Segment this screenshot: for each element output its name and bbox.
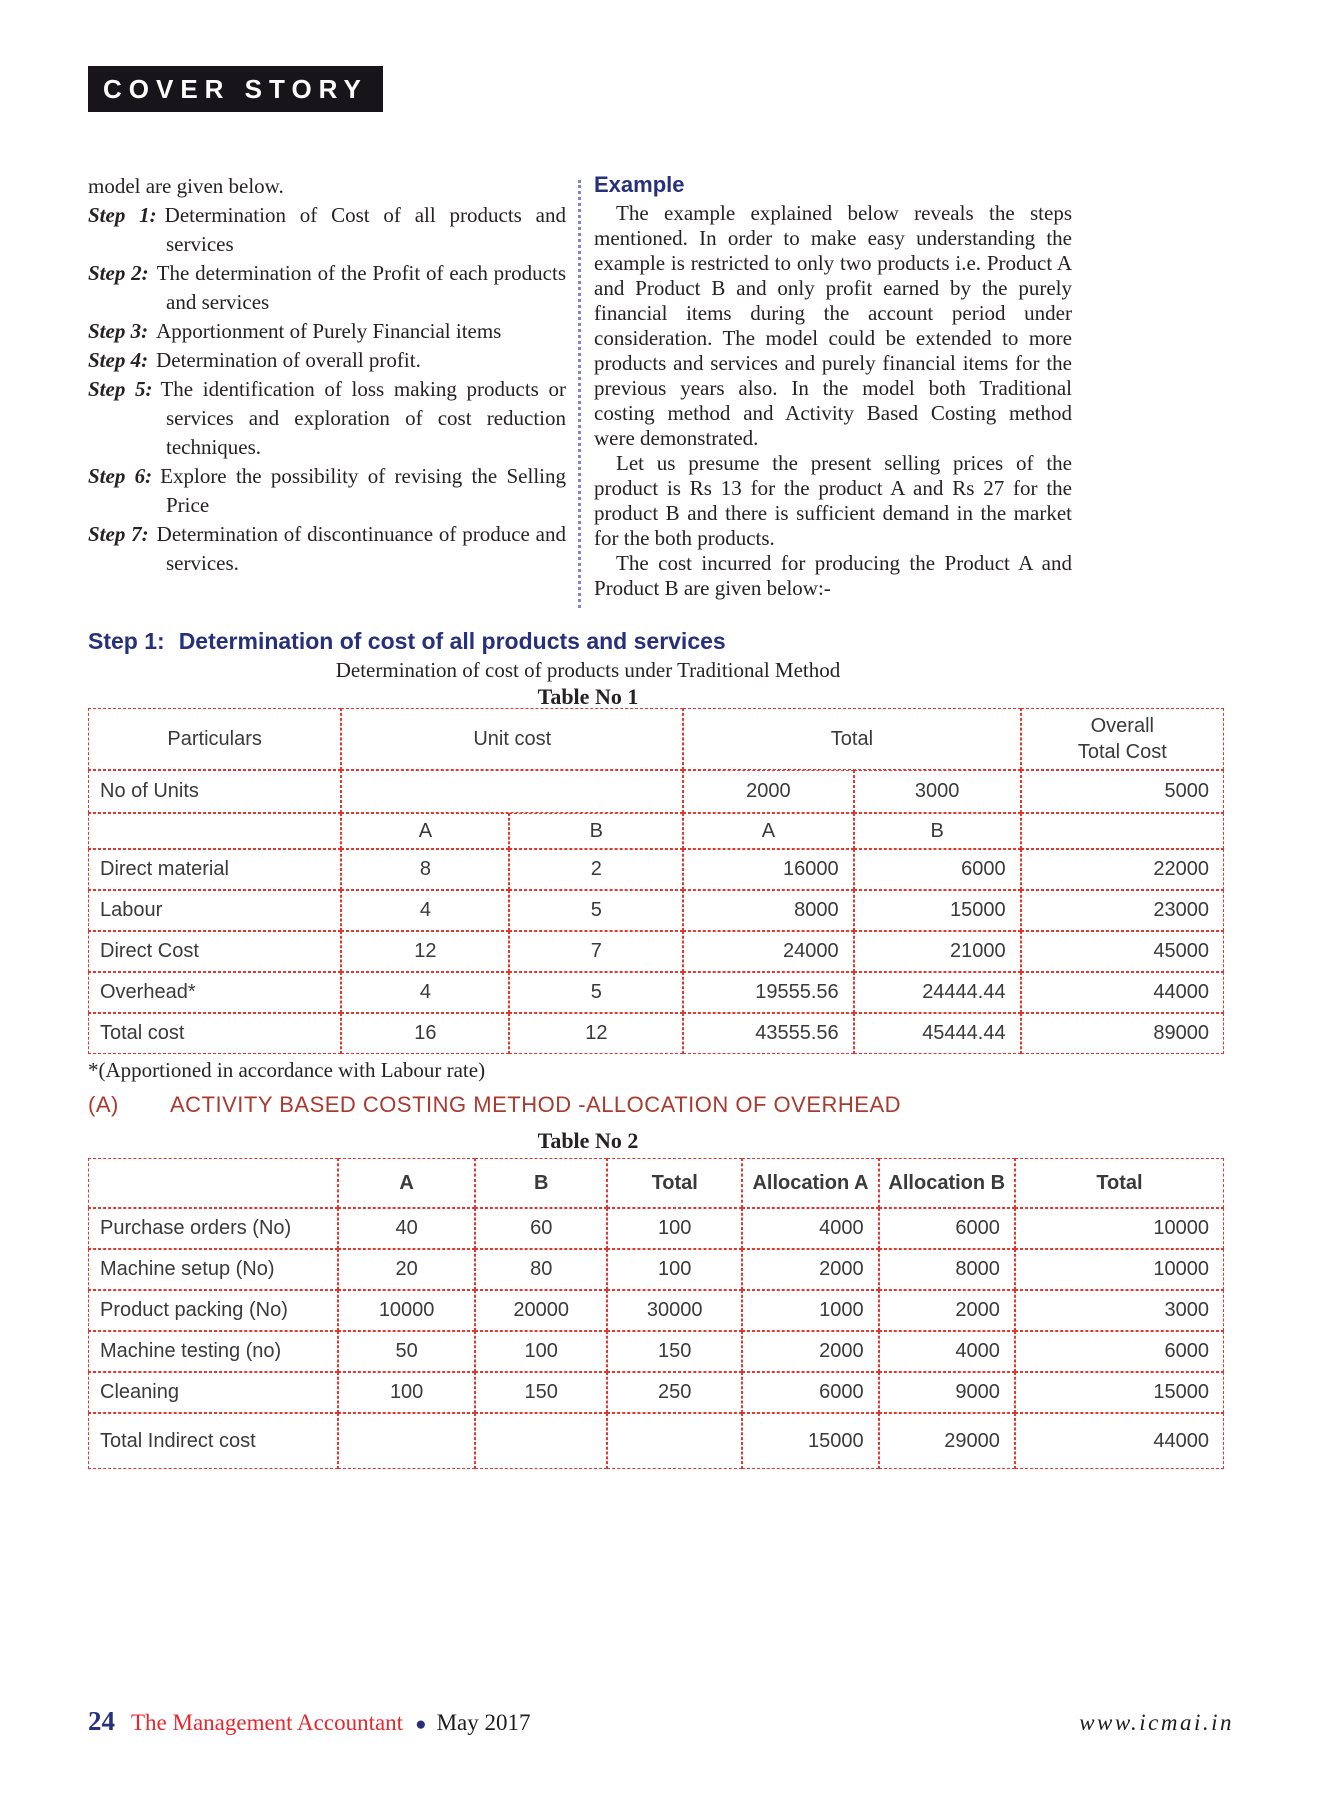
- step1-section-heading: [88, 628, 726, 655]
- table-cell: 10000: [338, 1290, 475, 1331]
- table-cell: 7: [509, 931, 683, 972]
- table-cell: 4000: [742, 1208, 878, 1249]
- section-a-title: ACTIVITY BASED COSTING METHOD -ALLOCATION OF OVERHEAD: [170, 1092, 902, 1117]
- table-cell: [88, 813, 341, 849]
- issue-date: May 2017: [436, 1710, 531, 1735]
- step1-heading-text: Determination of cost of all products and services: [178, 628, 726, 654]
- step-item: [88, 520, 566, 578]
- table-cell: 2000: [879, 1290, 1015, 1331]
- table1-footnote: *(Apportioned in accordance with Labour rate): [88, 1058, 486, 1082]
- table-cell: 5: [509, 972, 683, 1013]
- table-cell: 10000: [1015, 1208, 1224, 1249]
- table-cell: 4: [341, 890, 509, 931]
- header-cell: Allocation B: [879, 1158, 1015, 1208]
- cover-story-label: COVER STORY: [103, 74, 368, 104]
- example-paragraph: Let us presume the present selling prices of the product is Rs 13 for the product A and Rs 27 for the product B and there is sufficient demand in the market for the both products.: [594, 451, 1072, 550]
- table-cell: 100: [607, 1249, 742, 1290]
- table-cell: 45444.44: [854, 1013, 1021, 1054]
- step-text: Apportionment of Purely Financial items: [156, 319, 502, 343]
- header-cell: Total: [683, 708, 1020, 770]
- step-label: Step 2:: [88, 261, 149, 285]
- step-item: [88, 317, 566, 346]
- table-cell: 6000: [742, 1372, 878, 1413]
- table-cell: 6000: [879, 1208, 1015, 1249]
- table-cell: 23000: [1021, 890, 1224, 931]
- table-cell: 4: [341, 972, 509, 1013]
- table2-title: Table No 2: [537, 1128, 639, 1153]
- row-label-cell: Labour: [88, 890, 341, 931]
- row-label-cell: Direct Cost: [88, 931, 341, 972]
- table-row: [88, 1331, 1224, 1372]
- row-label-cell: Total Indirect cost: [88, 1413, 338, 1469]
- step1-heading-label: Step 1:: [88, 628, 165, 654]
- table-cell: 8000: [879, 1249, 1015, 1290]
- header-cell: [88, 1158, 338, 1208]
- table-cell: 21000: [854, 931, 1021, 972]
- table-cell: 3000: [1015, 1290, 1224, 1331]
- table-row: [88, 770, 1224, 813]
- page-footer: [88, 1706, 1234, 1737]
- table-cell: 8: [341, 849, 509, 890]
- table-row: [88, 1208, 1224, 1249]
- table-cell: 20: [338, 1249, 475, 1290]
- step-item: [88, 375, 566, 462]
- step-item: [88, 259, 566, 317]
- table-cell: 44000: [1021, 972, 1224, 1013]
- table-header-row: [88, 708, 1224, 770]
- step-item: [88, 462, 566, 520]
- step-label: Step 7:: [88, 522, 149, 546]
- table-2: [88, 1158, 1224, 1469]
- header-cell: B: [854, 813, 1021, 849]
- cover-story-banner: [88, 66, 383, 112]
- table-row: [88, 931, 1224, 972]
- step-text: The identification of loss making products or services and exploration of cost reduction techniques.: [160, 377, 566, 459]
- intro-line: model are given below.: [88, 174, 284, 198]
- table-cell: 1000: [742, 1290, 878, 1331]
- table-cell: [338, 1413, 475, 1469]
- table-cell: 12: [341, 931, 509, 972]
- intro-columns: [88, 172, 1072, 608]
- table-cell: 8000: [683, 890, 853, 931]
- table-cell: 6000: [854, 849, 1021, 890]
- table-cell: [341, 770, 683, 813]
- row-label-cell: Machine testing (no): [88, 1331, 338, 1372]
- table-cell: 30000: [607, 1290, 742, 1331]
- section-a-prefix: (A): [88, 1092, 119, 1117]
- table-cell: 43555.56: [683, 1013, 853, 1054]
- header-cell: A: [338, 1158, 475, 1208]
- table-cell: 50: [338, 1331, 475, 1372]
- table-1: [88, 708, 1224, 1054]
- step-label: Step 5:: [88, 377, 153, 401]
- table-cell: 150: [607, 1331, 742, 1372]
- row-label-cell: No of Units: [88, 770, 341, 813]
- journal-name: The Management Accountant: [131, 1710, 404, 1735]
- column-divider: [578, 180, 581, 608]
- table-cell: 44000: [1015, 1413, 1224, 1469]
- steps-column: [88, 172, 566, 608]
- website-url: www.icmai.in: [1079, 1710, 1234, 1735]
- example-paragraph: The cost incurred for producing the Product A and Product B are given below:-: [594, 551, 1072, 600]
- table-cell: 100: [475, 1331, 607, 1372]
- step-text: Determination of overall profit.: [156, 348, 421, 372]
- table-cell: 2000: [742, 1249, 878, 1290]
- header-cell: Total: [607, 1158, 742, 1208]
- table-cell: 5000: [1021, 770, 1224, 813]
- table-cell: 2000: [683, 770, 853, 813]
- step-label: Step 4:: [88, 348, 149, 372]
- step-text: Explore the possibility of revising the Selling Price: [160, 464, 567, 517]
- table-cell: 16000: [683, 849, 853, 890]
- table-cell: 2: [509, 849, 683, 890]
- bullet-icon: ●: [415, 1714, 427, 1735]
- section-a-heading: [88, 1092, 901, 1118]
- table-cell: 40: [338, 1208, 475, 1249]
- header-cell: B: [475, 1158, 607, 1208]
- row-label-cell: Purchase orders (No): [88, 1208, 338, 1249]
- step-item: [88, 201, 566, 259]
- example-column: [594, 172, 1072, 608]
- table-cell: [1021, 813, 1224, 849]
- table-cell: [607, 1413, 742, 1469]
- table-row: [88, 972, 1224, 1013]
- step-text: Determination of discontinuance of produce and services.: [156, 522, 566, 575]
- example-paragraph: The example explained below reveals the steps mentioned. In order to make easy understanding the example is restricted to only two products i.e. Product A and Product B and only profit earned by the purely financial items during the account period under consideration. The model could be extended to more products and services and purely financial items for the previous years also. In the model both Traditional costing method and Activity Based Costing method were demonstrated.: [594, 201, 1072, 450]
- example-heading: Example: [594, 172, 685, 197]
- row-label-cell: Total cost: [88, 1013, 341, 1054]
- header-cell: Unit cost: [341, 708, 683, 770]
- header-cell: Particulars: [88, 708, 341, 770]
- table-cell: 15000: [1015, 1372, 1224, 1413]
- table-row: [88, 1413, 1224, 1469]
- table-cell: 2000: [742, 1331, 878, 1372]
- table1-title: Table No 1: [537, 684, 639, 709]
- table-subheader-row: [88, 813, 1224, 849]
- table-cell: 80: [475, 1249, 607, 1290]
- table-header-row: [88, 1158, 1224, 1208]
- page-number: 24: [88, 1706, 115, 1736]
- table1-caption: Determination of cost of products under Traditional Method: [335, 658, 841, 682]
- table-cell: 29000: [879, 1413, 1015, 1469]
- table-cell: 3000: [854, 770, 1021, 813]
- step-item: [88, 346, 566, 375]
- header-cell: B: [509, 813, 683, 849]
- table-cell: 15000: [854, 890, 1021, 931]
- table-cell: 15000: [742, 1413, 878, 1469]
- row-label-cell: Overhead*: [88, 972, 341, 1013]
- table-cell: 22000: [1021, 849, 1224, 890]
- header-cell: Allocation A: [742, 1158, 878, 1208]
- header-cell: A: [341, 813, 509, 849]
- table-cell: 250: [607, 1372, 742, 1413]
- table-cell: 9000: [879, 1372, 1015, 1413]
- table-cell: 6000: [1015, 1331, 1224, 1372]
- row-label-cell: Machine setup (No): [88, 1249, 338, 1290]
- table-cell: 16: [341, 1013, 509, 1054]
- table-cell: 24000: [683, 931, 853, 972]
- step-label: Step 1:: [88, 203, 157, 227]
- table-cell: 45000: [1021, 931, 1224, 972]
- step-label: Step 3:: [88, 319, 149, 343]
- table-cell: 10000: [1015, 1249, 1224, 1290]
- table-row: [88, 1249, 1224, 1290]
- row-label-cell: Product packing (No): [88, 1290, 338, 1331]
- table-cell: 19555.56: [683, 972, 853, 1013]
- table-cell: 150: [475, 1372, 607, 1413]
- table-cell: 20000: [475, 1290, 607, 1331]
- step-label: Step 6:: [88, 464, 153, 488]
- header-cell: Total: [1015, 1158, 1224, 1208]
- table-row: [88, 890, 1224, 931]
- header-line: Total Cost: [1077, 741, 1167, 763]
- table-row: [88, 849, 1224, 890]
- table-cell: 12: [509, 1013, 683, 1054]
- table-row: [88, 1372, 1224, 1413]
- table-cell: [475, 1413, 607, 1469]
- table-cell: 4000: [879, 1331, 1015, 1372]
- header-line: Overall: [1090, 715, 1154, 737]
- row-label-cell: Cleaning: [88, 1372, 338, 1413]
- header-cell: A: [683, 813, 853, 849]
- table-cell: 100: [607, 1208, 742, 1249]
- table-cell: 89000: [1021, 1013, 1224, 1054]
- header-cell: [1021, 708, 1224, 770]
- step-text: Determination of Cost of all products and services: [164, 203, 566, 256]
- step-text: The determination of the Profit of each products and services: [156, 261, 566, 314]
- table-cell: 60: [475, 1208, 607, 1249]
- table-row: [88, 1013, 1224, 1054]
- row-label-cell: Direct material: [88, 849, 341, 890]
- table-cell: 24444.44: [854, 972, 1021, 1013]
- table-row: [88, 1290, 1224, 1331]
- table-cell: 5: [509, 890, 683, 931]
- table-cell: 100: [338, 1372, 475, 1413]
